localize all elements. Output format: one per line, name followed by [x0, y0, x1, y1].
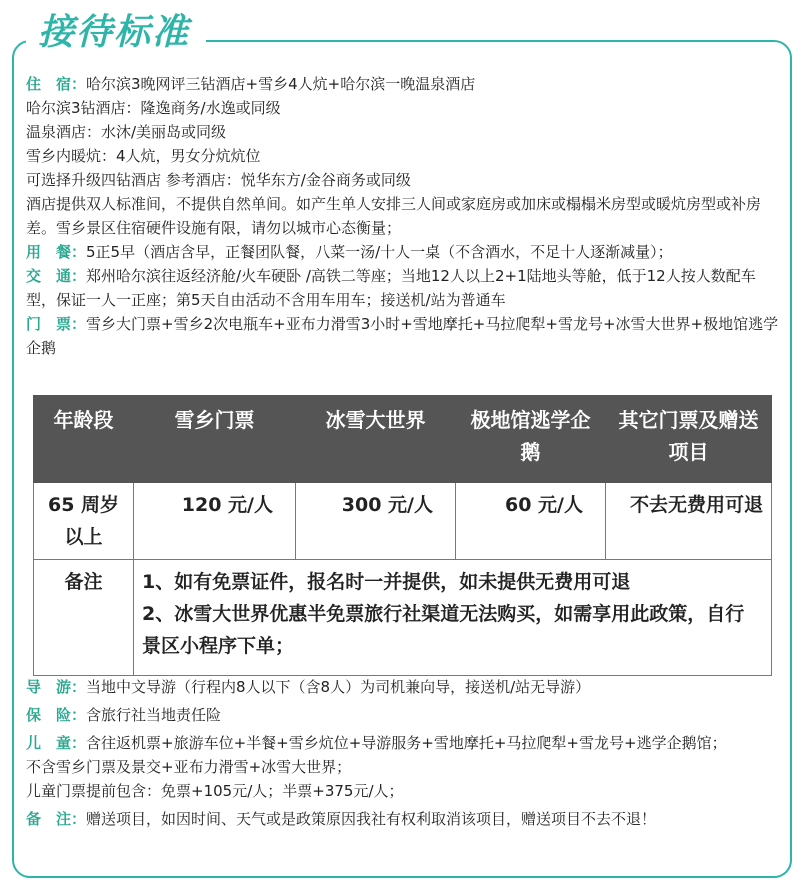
hotel-xuexiang: 雪乡内暖炕：4人炕，男女分炕炕位 — [26, 147, 261, 165]
header-polar: 极地馆逃学企鹅 — [456, 396, 606, 483]
hotel-hotspring: 温泉酒店：水沐/美丽岛或同级 — [26, 123, 227, 141]
cell-ice-world-price: 300 元/人 — [296, 483, 456, 560]
accommodation-label: 住 宿： — [26, 75, 87, 93]
tickets-line — [26, 312, 784, 360]
remark-line — [26, 807, 784, 831]
note-item: 2、冰雪大世界优惠半免票旅行社渠道无法购买，如需享用此政策，自行景区小程序下单； — [142, 603, 745, 657]
tickets-text: 雪乡大门票+雪乡2次电瓶车+亚布力滑雪3小时+雪地摩托+马拉爬犁+雪龙号+冰雪大世界+极地馆逃学企鹅 — [26, 315, 779, 357]
table-note-row — [34, 560, 772, 676]
cell-other: 不去无费用可退 — [606, 483, 772, 560]
ticket-table — [33, 395, 772, 676]
accommodation-line — [26, 72, 784, 96]
meals-label: 用 餐： — [26, 243, 87, 261]
accommodation-text: 哈尔滨3晚网评三钻酒店+雪乡4人炕+哈尔滨一晚温泉酒店 — [86, 75, 476, 93]
note-label: 备注 — [34, 560, 134, 676]
note-item: 1、如有免票证件，报名时一并提供，如未提供无费用可退 — [142, 571, 631, 593]
table-row — [34, 483, 772, 560]
header-age: 年龄段 — [34, 396, 134, 483]
remark-text: 赠送项目，如因时间、天气或是政策原因我社有权利取消该项目，赠送项目不去不退！ — [86, 810, 657, 828]
guide-label: 导 游： — [26, 678, 87, 696]
guide-text: 当地中文导游（行程内8人以下（含8人）为司机兼向导，接送机/站无导游） — [86, 678, 591, 696]
children-line — [26, 731, 784, 755]
hotel-harbin: 哈尔滨3钻酒店：隆逸商务/水逸或同级 — [26, 99, 281, 117]
cell-polar-price: 60 元/人 — [456, 483, 606, 560]
accommodation-section — [26, 72, 784, 360]
hotel-policy: 酒店提供双人标准间，不提供自然单间。如产生单人安排三人间或家庭房或加床或榻榻米房型或暖炕房型或补房差。雪乡景区住宿硬件设施有限，请勿以城市心态衡量； — [26, 195, 762, 237]
insurance-text: 含旅行社当地责任险 — [86, 706, 222, 724]
service-section — [26, 675, 784, 831]
header-xuexiang: 雪乡门票 — [134, 396, 296, 483]
page-title: 接待标准 — [38, 12, 191, 53]
transport-line — [26, 264, 784, 312]
tickets-label: 门 票： — [26, 315, 87, 333]
cell-xuexiang-price: 120 元/人 — [134, 483, 296, 560]
ticket-table-header — [34, 396, 772, 483]
children-label: 儿 童： — [26, 734, 87, 752]
children-text: 含往返机票+旅游车位+半餐+雪乡炕位+导游服务+雪地摩托+马拉爬犁+雪龙号+逃学企鹅馆； — [86, 734, 727, 752]
header-ice-world: 冰雪大世界 — [296, 396, 456, 483]
hotel-upgrade: 可选择升级四钻酒店 参考酒店：悦华东方/金谷商务或同级 — [26, 171, 411, 189]
transport-text: 郑州哈尔滨往返经济舱/火车硬卧 /高铁二等座；当地12人以上2+1陆地头等舱，低于12人按人数配车型，保证一人一正座；第5天自由活动不含用车用车；接送机/站为普通车 — [26, 267, 756, 309]
meals-line — [26, 240, 784, 264]
meals-text: 5正5早（酒店含早，正餐团队餐，八菜一汤/十人一桌（不含酒水，不足十人逐渐减量）； — [86, 243, 673, 261]
cell-age: 65 周岁以上 — [34, 483, 134, 560]
remark-label: 备 注： — [26, 810, 87, 828]
header-other: 其它门票及赠送项目 — [606, 396, 772, 483]
insurance-label: 保 险： — [26, 706, 87, 724]
children-ticket-price: 儿童门票提前包含：免票+105元/人；半票+375元/人； — [26, 782, 404, 800]
transport-label: 交 通： — [26, 267, 87, 285]
note-content — [134, 560, 772, 676]
guide-line — [26, 675, 784, 699]
insurance-line — [26, 703, 784, 727]
children-excluded: 不含雪乡门票及景交+亚布力滑雪+冰雪大世界； — [26, 758, 352, 776]
